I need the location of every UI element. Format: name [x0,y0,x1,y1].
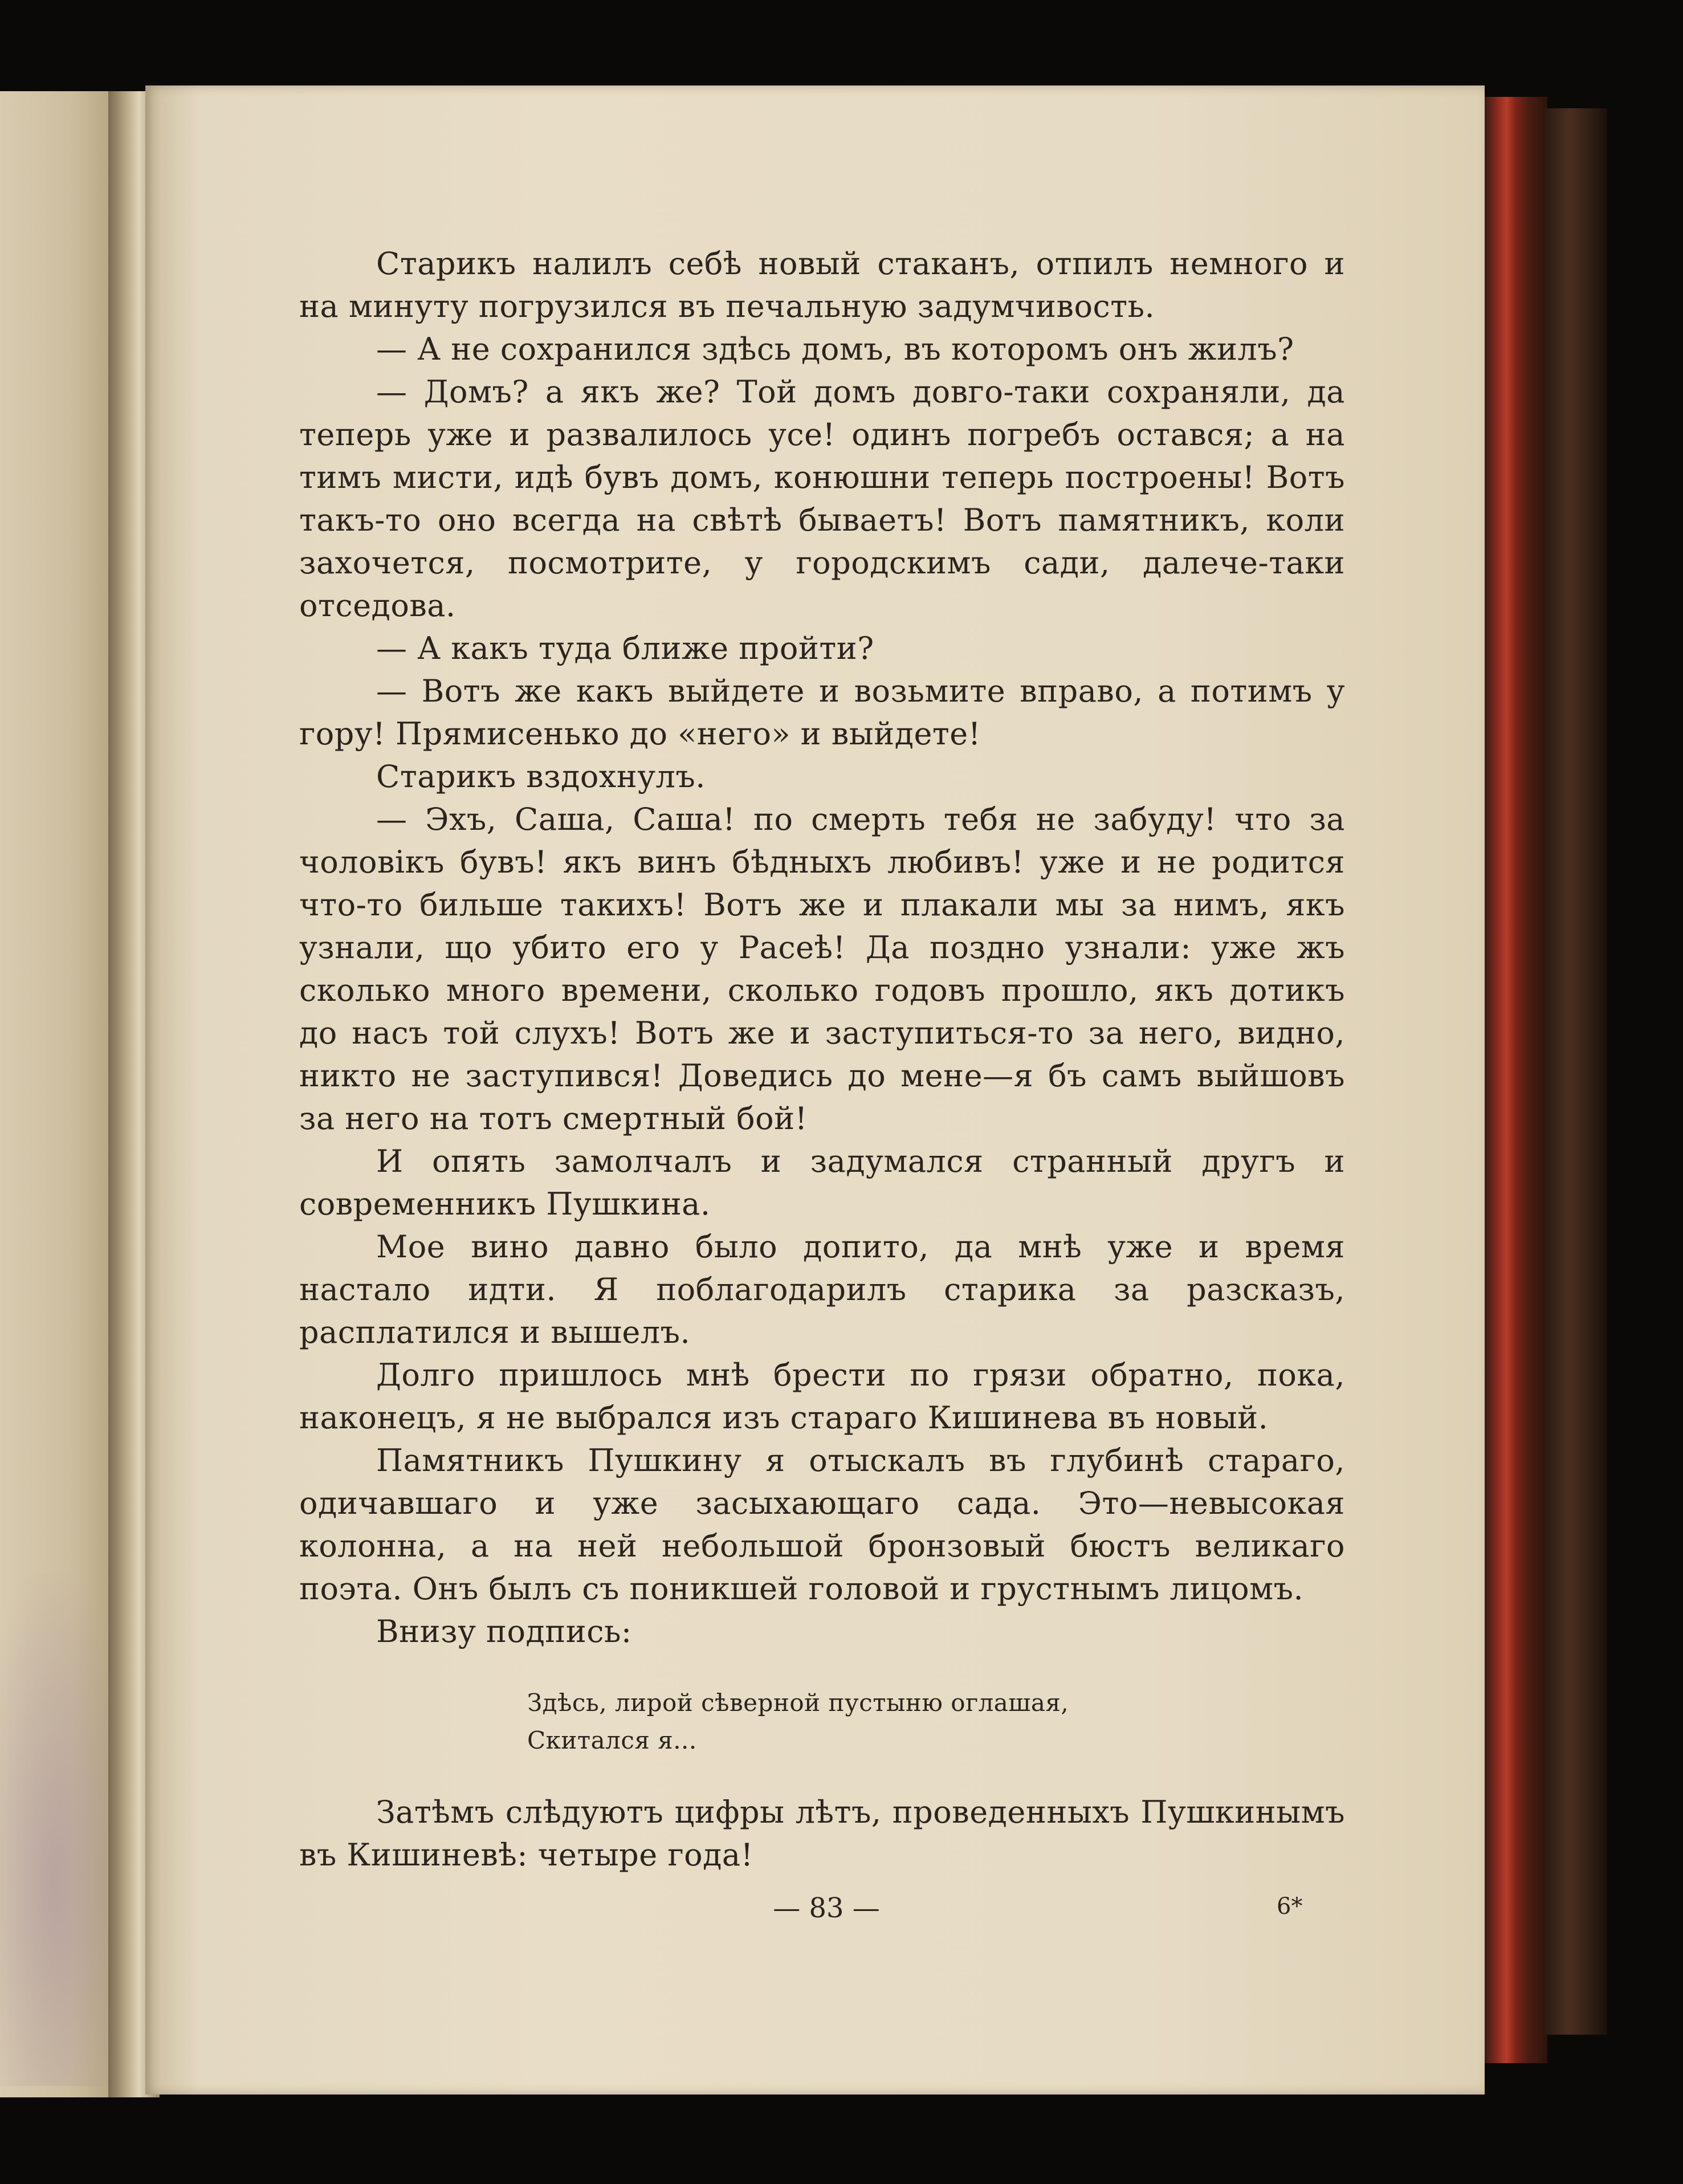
verse-line-1: Здѣсь, лирой сѣверной пустыню оглашая, [527,1689,1069,1717]
verse-line-2: Скитался я... [527,1726,697,1754]
paragraph-10: Долго пришлось мнѣ брести по грязи обратно, пока, наконецъ, я не выбрался изъ стараго Кишинева въ новый. [299,1357,1345,1436]
paragraph-4: — А какъ туда ближе пройти? [376,630,874,666]
paragraph-3: — Домъ? а якъ же? Той домъ довго-таки сохраняли, да теперь уже и развалилось усе! одинъ погребъ остався; а на тимъ мисти, идѣ бувъ домъ, конюшни теперь построены! Вотъ такъ-то оно всегда на свѣтѣ бываетъ! Вотъ памятникъ, коли захочется, посмотрите, у городскимъ сади, далече-таки отседова. [299,374,1345,624]
paragraph-5: — Вотъ же какъ выйдете и возьмите вправо, а потимъ у гору! Прямисенько до «него» и выйдете! [299,673,1345,752]
book-edge-red [1485,97,1547,2063]
paragraph-1: Старикъ налилъ себѣ новый стаканъ, отпилъ немного и на минуту погрузился въ печальную задумчивость. [299,246,1345,324]
paragraph-8: И опять замолчалъ и задумался странный другъ и современникъ Пушкина. [299,1143,1345,1222]
page-text [299,242,1345,1876]
paragraph-2: — А не сохранился здѣсь домъ, въ которомъ онъ жилъ? [376,331,1294,367]
book-cover-edge [1545,108,1607,2035]
closing-paragraph: Затѣмъ слѣдуютъ цифры лѣтъ, проведенныхъ Пушкинымъ въ Кишиневѣ: четыре года! [299,1794,1345,1873]
paragraph-7: — Эхъ, Саша, Саша! по смерть тебя не забуду! что за чоловiкъ бувъ! якъ винъ бѣдныхъ любивъ! уже и не родится что-то бильше такихъ! Вотъ же и плакали мы за нимъ, якъ узнали, що убито его у Расеѣ! Да поздно узнали: уже жъ сколько много времени, сколько годовъ прошло, якъ дотикъ до насъ той слухъ! Вотъ же и заступиться-то за него, видно, никто не заступився! Доведись до мене—я бъ самъ выйшовъ за него на тотъ смертный бой! [299,801,1345,1136]
paragraph-12: Внизу подпись: [376,1613,632,1649]
paragraph-11: Памятникъ Пушкину я отыскалъ въ глубинѣ стараго, одичавшаго и уже засыхающаго сада. Это—невысокая колонна, а на ней небольшой бронзовый бюстъ великаго поэта. Онъ былъ съ поникшей головой и грустнымъ лицомъ. [299,1443,1345,1607]
paragraph-9: Мое вино давно было допито, да мнѣ уже и время настало идти. Я поблагодарилъ старика за разсказъ, расплатился и вышелъ. [299,1229,1345,1350]
paragraph-6: Старикъ вздохнулъ. [376,759,706,794]
verse-quote [527,1684,1345,1759]
signature-mark: 6* [1277,1893,1303,1920]
page-number: — 83 — [773,1892,880,1924]
